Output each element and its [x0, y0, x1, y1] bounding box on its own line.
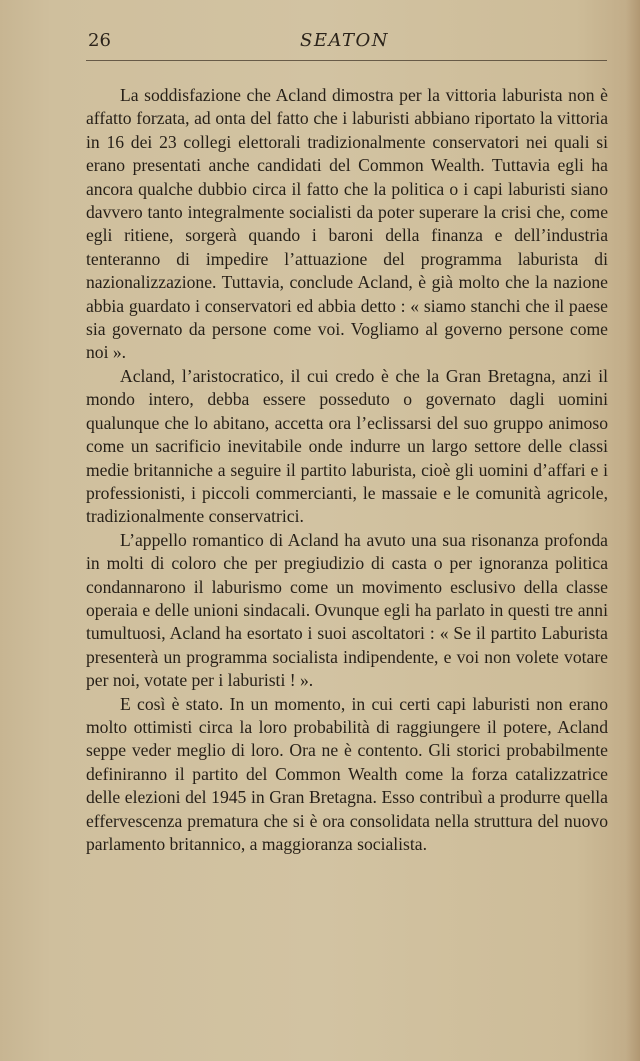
running-title: SEATON [300, 30, 389, 51]
paragraph-4: E così è stato. In un momento, in cui certi capi laburisti non erano molto ottimisti circa la loro probabilità di raggiungere il potere, Acland seppe veder meglio di loro. Ora ne è contento. Gli storici probabilmente definiranno il partito del Common Wealth come la forza catalizzatrice delle elezioni del 1945 in Gran Bretagna. Esso contribuì a produrre quella effervescenza prematura che si è ora consolidata nella struttura del nuovo parlamento britannico, a maggioranza socialista. [86, 693, 608, 854]
paragraph-1: La soddisfazione che Acland dimostra per la vittoria laburista non è affatto forzata, ad onta del fatto che i laburisti abbiano riportato la vittoria in 16 dei 23 collegi elettorali tradizionalmente conservatori nei quali si erano presentati anche candidati del Common Wealth. Tuttavia egli ha ancora qualche dubbio circa il fatto che la politica o i capi laburisti siano davvero tanto integralmente socialisti da poter superare la crisi che, come egli ritiene, sorgerà quando i baroni della finanza e dell’industria tenteranno di impedire l’attuazione del programma laburista di nazionalizzazione. Tuttavia, conclude Acland, è già molto che la nazione abbia guardato i conservatori ed abbia detto : « siamo stanchi che il paese sia governato da persone come voi. Vogliamo al governo persone come noi ». [86, 85, 608, 363]
header-divider [86, 60, 607, 61]
paragraph-3: L’appello romantico di Acland ha avuto una sua risonanza profonda in molti di coloro che per pregiudizio di casta o per ignoranza politica condannarono il laburismo come un movimento esclusivo della classe operaia e delle unioni sindacali. Ovunque egli ha parlato in questi tre anni tumultuosi, Acland ha esortato i suoi ascoltatori : « Se il partito Laburista presenterà un programma socialista indipendente, e voi non volete votare per noi, votate per i laburisti ! ». [86, 529, 608, 691]
page-header [86, 28, 607, 54]
paragraph-2: Acland, l’aristocratico, il cui credo è che la Gran Bretagna, anzi il mondo intero, debba essere posseduto o governato dagli uomini qualunque che lo abitano, accetta ora l’eclissarsi del suo gruppo animoso come un sacrificio inevitabile onde indurre un largo settore delle classi medie britanniche a seguire il partito laburista, cioè gli uomini d’affari e i professionisti, i piccoli commercianti, le massaie e le comunità agricole, tradizionalmente conservatrici. [86, 365, 608, 527]
body-text [86, 84, 608, 856]
page-number: 26 [88, 30, 111, 51]
